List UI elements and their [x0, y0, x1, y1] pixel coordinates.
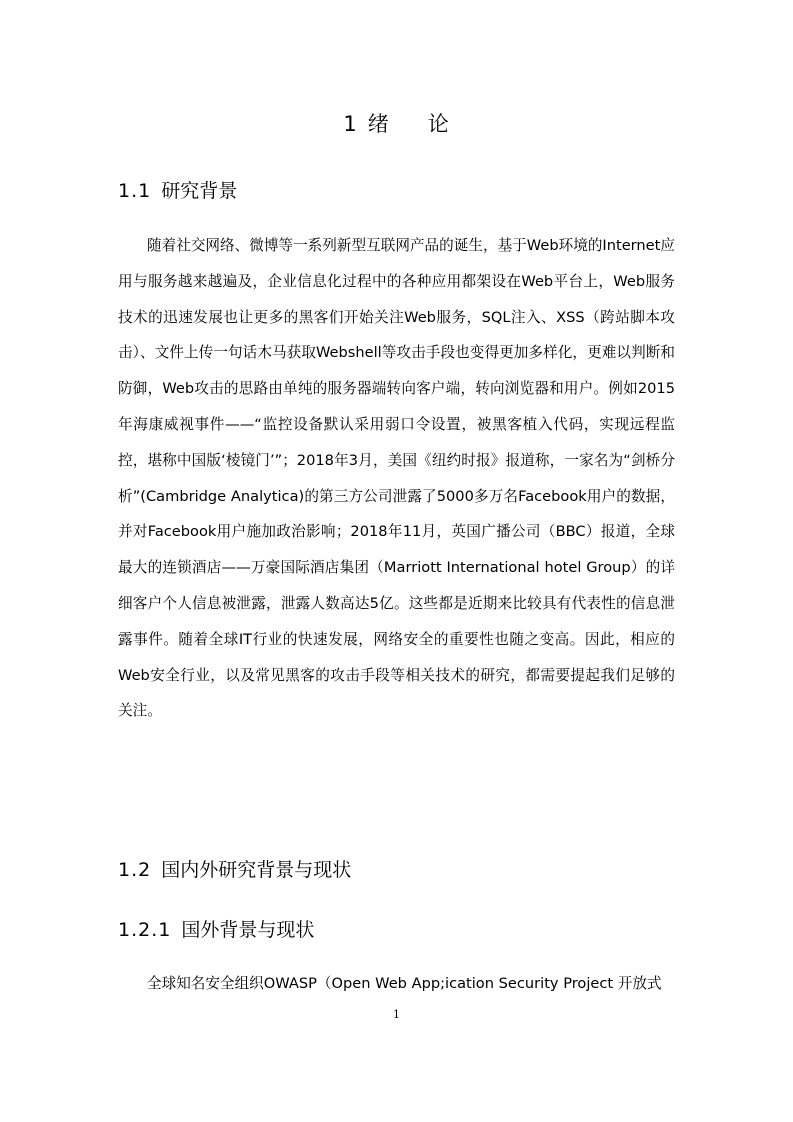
subsection-number: 1.2.1 — [118, 919, 172, 941]
chapter-number: 1 — [343, 112, 358, 136]
section-heading-1-1 — [118, 176, 237, 203]
chapter-title-part1: 绪 — [367, 112, 390, 136]
section-number: 1.1 — [118, 180, 152, 202]
body-paragraph-1: 随着社交网络、微博等一系列新型互联网产品的诞生，基于Web环境的Internet应用与服务越来越遍及，企业信息化过程中的各种应用都架设在Web平台上，Web服务技术的迅速发展也让更多的黑客们开始关注Web服务，SQL注入、XSS（跨站脚本攻击）、文件上传一句话木马获取Webshell等攻击手段也变得更加多样化，更难以判断和防御，Web攻击的思路由单纯的服务器端转向客户端，转向浏览器和用户。例如2015年海康威视事件——“监控设备默认采用弱口令设置，被黑客植入代码，实现远程监控，堪称中国版‘棱镜门’”；2018年3月，美国《纽约时报》报道称，一家名为“剑桥分析”(Cambridge Analytica)的第三方公司泄露了5000多万名Facebook用户的数据，并对Facebook用户施加政治影响；2018年11月，英国广播公司（BBC）报道，全球最大的连锁酒店——万豪国际酒店集团（Marriott International hotel Group）的详细客户个人信息被泄露，泄露人数高达5亿。这些都是近期来比较具有代表性的信息泄露事件。随着全球IT行业的快速发展，网络安全的重要性也随之变高。因此，相应的Web安全行业，以及常见黑客的攻击手段等相关技术的研究，都需要提起我们足够的关注。 — [118, 237, 675, 720]
section-title: 研究背景 — [161, 180, 238, 202]
page-number: 1 — [393, 1008, 400, 1021]
section-title: 国内外研究背景与现状 — [161, 859, 352, 881]
chapter-title — [0, 108, 793, 138]
section-heading-1-2 — [118, 855, 351, 882]
subsection-heading-1-2-1 — [118, 915, 314, 942]
subsection-title: 国外背景与现状 — [181, 919, 315, 941]
section-number: 1.2 — [118, 859, 152, 881]
chapter-title-part2: 论 — [427, 112, 450, 136]
body-paragraph-2: 全球知名安全组织OWASP（Open Web App;ication Security Project 开放式 — [147, 975, 662, 992]
